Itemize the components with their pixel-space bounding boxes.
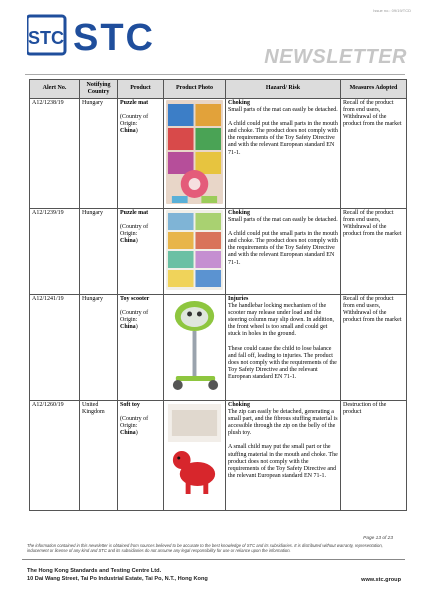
alert-no: A12/1238/19: [30, 99, 80, 209]
table-row: [30, 401, 407, 511]
alert-no: A12/1239/19: [30, 209, 80, 295]
product-cell: [118, 295, 164, 401]
col-alert-no: Alert No.: [30, 80, 80, 99]
hazard-cell: [226, 295, 341, 401]
hazard-title: Choking: [228, 401, 251, 408]
product-cell: [118, 209, 164, 295]
website-link[interactable]: www.stc.group: [361, 577, 401, 583]
soft-toy-photo: [166, 402, 223, 502]
table-row: [30, 295, 407, 401]
col-product: Product: [118, 80, 164, 99]
puzzle-mat-photo: [166, 100, 223, 204]
notifying-country: United Kingdom: [80, 401, 118, 511]
hazard-cell: [226, 401, 341, 511]
product-cell: [118, 401, 164, 511]
hazard-cell: [226, 99, 341, 209]
origin-label: (Country of Origin:: [120, 309, 149, 323]
col-product-photo: Product Photo: [164, 80, 226, 99]
company-address: 10 Dai Wang Street, Tai Po Industrial Estate, Tai Po, N.T., Hong Kong: [27, 575, 208, 582]
hazard-description: The zip can easily be detached, generating a small part, and the fibrous stuffing material is accessible through the zip on the belly of the plush toy.: [228, 408, 338, 437]
col-notifying-country: Notifying Country: [80, 80, 118, 99]
company-info: [27, 568, 208, 584]
product-photo-cell: [164, 209, 226, 295]
origin-close: ): [135, 128, 138, 135]
alerts-table: [29, 79, 407, 511]
stc-logo: [27, 14, 177, 58]
product-name: Soft toy: [120, 401, 140, 408]
table-header-row: [30, 80, 407, 99]
origin-close: ): [135, 324, 138, 331]
origin-country: China: [120, 238, 136, 245]
origin-label: (Country of Origin:: [120, 113, 149, 127]
alert-no: A12/1241/19: [30, 295, 80, 401]
product-photo-cell: [164, 401, 226, 511]
hazard-title: Choking: [228, 209, 251, 216]
puzzle-mat-photo: [166, 210, 223, 290]
origin-country: China: [120, 324, 136, 331]
hazard-description: The handlebar locking mechanism of the scooter may release under load and the steering column may slip down. In addition, the front wheel is too small and could get stuck in holes in the ground.: [228, 302, 334, 338]
measures-adopted: Recall of the product from end users, Withdrawal of the product from the market: [341, 295, 407, 401]
col-measures-adopted: Measures Adopted: [341, 80, 407, 99]
hazard-cell: [226, 209, 341, 295]
origin-country: China: [120, 128, 136, 135]
issue-number: Issue no.: 09/19/TCD: [373, 8, 411, 13]
notifying-country: Hungary: [80, 99, 118, 209]
origin-close: ): [135, 238, 138, 245]
measures-adopted: Recall of the product from end users, Withdrawal of the product from the market: [341, 99, 407, 209]
product-name: Puzzle mat: [120, 99, 149, 106]
page-number: Page 13 of 23: [363, 536, 393, 541]
hazard-description: Small parts of the mat can easily be detached.: [228, 216, 338, 223]
company-name: The Hong Kong Standards and Testing Centre Ltd.: [27, 568, 162, 574]
origin-label: (Country of Origin:: [120, 415, 149, 429]
hazard-consequence: A child could put the small parts in the mouth and choke. The product does not comply with the requirements of the Toy Safety Directive and with the relevant European standard EN 71-1.: [228, 230, 338, 266]
newsletter-title: NEWSLETTER: [264, 46, 407, 68]
hazard-consequence: A small child may put the small part or the stuffing material in the mouth and choke. The product does not comply with the requirements of the Toy Safety Directive and the relevant European standard EN 71-1.: [228, 444, 338, 480]
header-divider: [25, 74, 405, 75]
notifying-country: Hungary: [80, 209, 118, 295]
hazard-description: Small parts of the mat can easily be detached.: [228, 106, 338, 113]
hazard-consequence: A child could put the small parts in the mouth and choke. The product does not comply with the requirements of the Toy Safety Directive and with the relevant European standard EN 71-1.: [228, 120, 338, 156]
measures-adopted: Recall of the product from end users, Withdrawal of the product from the market: [341, 209, 407, 295]
product-cell: [118, 99, 164, 209]
origin-close: ): [135, 430, 138, 437]
col-hazard-risk: Hazard/ Risk: [226, 80, 341, 99]
alert-no: A12/1260/19: [30, 401, 80, 511]
table-row: [30, 99, 407, 209]
footer-divider: [22, 559, 405, 560]
notifying-country: Hungary: [80, 295, 118, 401]
product-photo-cell: [164, 99, 226, 209]
origin-country: China: [120, 430, 136, 437]
table-row: [30, 209, 407, 295]
product-name: Toy scooter: [120, 295, 150, 302]
toy-scooter-photo: [166, 296, 223, 396]
logo-mark-text: STC: [28, 28, 64, 48]
hazard-title: Choking: [228, 99, 251, 106]
product-name: Puzzle mat: [120, 209, 149, 216]
product-photo-cell: [164, 295, 226, 401]
hazard-title: Injuries: [228, 295, 249, 302]
measures-adopted: Destruction of the product: [341, 401, 407, 511]
disclaimer: The information contained in this newsletter is obtained from sources believed to be accurate to the best knowledge of STC and its subsidiaries. It is distributed without warranty, representation, inducement or license of any kind and STC and its subsidiaries do not assume any legal responsibility for use or reliance upon the information.: [27, 543, 383, 554]
logo-text: STC: [73, 17, 155, 58]
hazard-consequence: These could cause the child to lose balance and fall off, leading to injuries. The product does not comply with the requirements of the Toy Safety Directive and the relevant European standard EN 71-1.: [228, 345, 337, 381]
origin-label: (Country of Origin:: [120, 223, 149, 237]
